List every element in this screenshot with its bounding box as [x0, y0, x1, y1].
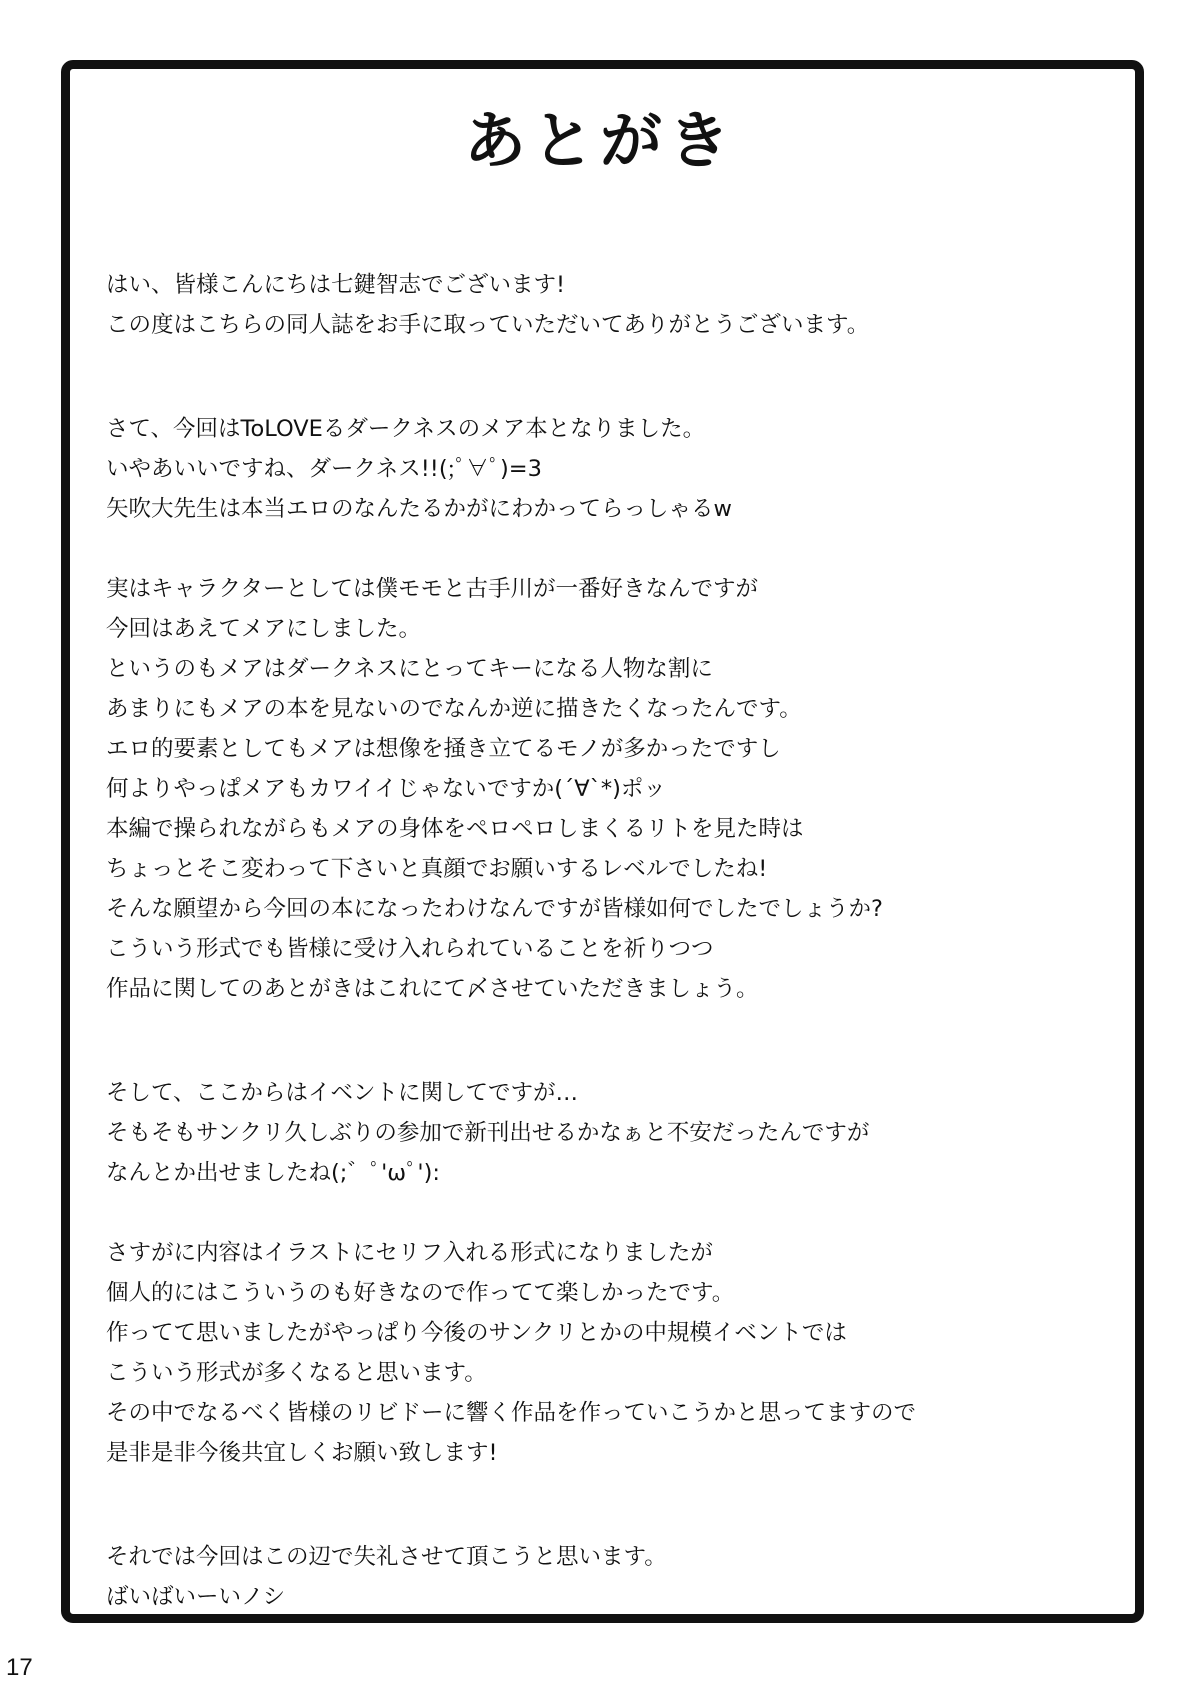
text-line: こういう形式が多くなると思います。: [106, 1360, 487, 1386]
page-number: 17: [6, 1654, 33, 1681]
paragraph-event: [106, 1073, 1006, 1193]
text-line: さすがに内容はイラストにセリフ入れる形式になりましたが: [106, 1240, 713, 1266]
text-line: その中でなるべく皆様のリビドーに響く作品を作っていこうかと思ってますので: [106, 1400, 917, 1426]
text-line: いやあいいですね、ダークネス!!(;ﾟ∀ﾟ)=3: [106, 456, 542, 482]
text-line: そして、ここからはイベントに関してですが…: [106, 1080, 579, 1106]
text-line: というのもメアはダークネスにとってキーになる人物な割に: [106, 656, 713, 682]
page-title: あとがき: [463, 104, 736, 177]
afterword-body: [106, 265, 1006, 1617]
paragraph-character: [106, 569, 1006, 1009]
text-line: エロ的要素としてもメアは想像を掻き立てるモノが多かったですし: [106, 736, 781, 762]
paragraph-greeting: [106, 265, 1006, 345]
text-line: そんな願望から今回の本になったわけなんですが皆様如何でしたでしょうか?: [106, 896, 883, 922]
text-line: 作ってて思いましたがやっぱり今後のサンクリとかの中規模イベントでは: [106, 1320, 847, 1346]
paragraph-topic: [106, 409, 1006, 529]
text-line: 本編で操られながらもメアの身体をペロペロしまくるリトを見た時は: [106, 816, 804, 842]
text-line: なんとか出せましたね(;゛ﾟ'ωﾟ'):: [106, 1160, 440, 1186]
text-line: 今回はあえてメアにしました。: [106, 616, 422, 642]
text-line: 何よりやっぱメアもカワイイじゃないですか(´∀`*)ポッ: [106, 776, 666, 802]
text-line: 個人的にはこういうのも好きなので作ってて楽しかったです。: [106, 1280, 735, 1306]
text-line: はい、皆様こんにちは七鍵智志でございます!: [106, 272, 566, 298]
paragraph-closing: [106, 1537, 1006, 1617]
text-line: 作品に関してのあとがきはこれにて〆させていただきましょう。: [106, 976, 759, 1002]
text-line: ばいばいーいノシ: [106, 1584, 286, 1610]
text-line: それでは今回はこの辺で失礼させて頂こうと思います。: [106, 1544, 667, 1570]
text-line: こういう形式でも皆様に受け入れられていることを祈りつつ: [106, 936, 714, 962]
text-line: さて、今回はToLOVEるダークネスのメア本となりました。: [106, 416, 706, 442]
text-line: 実はキャラクターとしては僕モモと古手川が一番好きなんですが: [106, 576, 759, 602]
text-line: この度はこちらの同人誌をお手に取っていただいてありがとうございます。: [106, 312, 870, 338]
text-line: 是非是非今後共宜しくお願い致します!: [106, 1440, 498, 1466]
paragraph-format: [106, 1233, 1006, 1473]
text-line: ちょっとそこ変わって下さいと真顔でお願いするレベルでしたね!: [106, 856, 768, 882]
text-line: あまりにもメアの本を見ないのでなんか逆に描きたくなったんです。: [106, 696, 802, 722]
text-line: そもそもサンクリ久しぶりの参加で新刊出せるかなぁと不安だったんですが: [106, 1120, 870, 1146]
text-line: 矢吹大先生は本当エロのなんたるかがにわかってらっしゃるw: [106, 496, 732, 522]
